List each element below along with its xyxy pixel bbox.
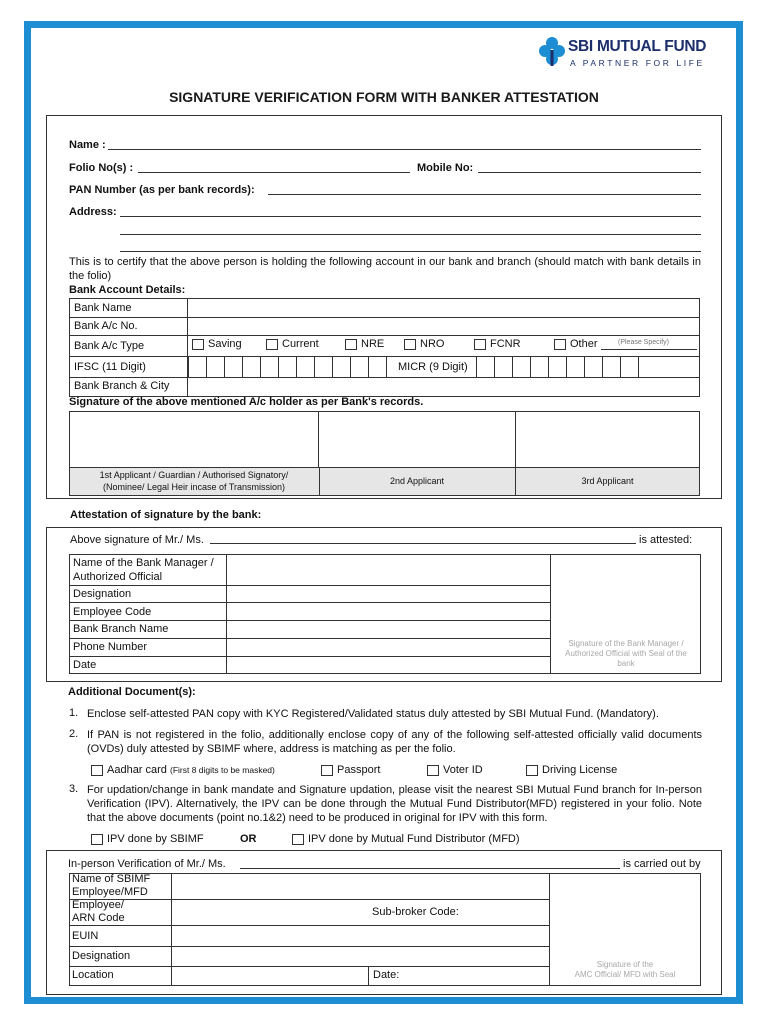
brand-logo (538, 36, 706, 72)
certify-text: This is to certify that the above person is holding the following account in our bank and branch (should match with bank details in the folio) (69, 256, 701, 282)
ipv-designation-input[interactable] (172, 947, 549, 966)
designation-input[interactable] (227, 586, 550, 602)
address-input-line1[interactable] (120, 216, 701, 217)
attestation-heading: Attestation of signature by the bank: (70, 509, 262, 521)
checkbox-icon (321, 765, 333, 776)
employee-code-label: Employee Code (73, 606, 152, 618)
location-input[interactable] (172, 967, 367, 985)
address-label: Address: (69, 206, 117, 218)
mobile-label: Mobile No: (417, 162, 474, 174)
sbimf-name-label: Name of SBIMF Employee/MFD (72, 873, 151, 898)
micr-input[interactable] (476, 357, 656, 377)
applicant2-caption: 2nd Applicant (389, 476, 445, 486)
ipv-date-input[interactable] (405, 967, 549, 985)
checkbox-nre[interactable]: NRE (345, 338, 384, 350)
checkbox-icon (192, 339, 204, 350)
ifsc-input[interactable] (188, 357, 404, 377)
applicant3-signature-area[interactable] (516, 412, 699, 467)
checkbox-voter-id[interactable]: Voter ID (427, 764, 483, 776)
bank-name-input[interactable] (188, 299, 699, 316)
pan-label: PAN Number (as per bank records): (69, 184, 255, 196)
applicant3-caption: 3rd Applicant (581, 476, 634, 486)
checkbox-icon (404, 339, 416, 350)
ipv-label: In-person Verification of Mr./ Ms. (68, 858, 226, 870)
account-no-label: Bank A/c No. (74, 320, 138, 332)
euin-label: EUIN (72, 930, 99, 942)
checkbox-nro[interactable]: NRO (404, 338, 444, 350)
checkbox-icon (91, 834, 103, 845)
checkbox-icon (91, 765, 103, 776)
applicant1-signature-area[interactable] (70, 412, 318, 467)
bank-name-label: Bank Name (74, 302, 132, 314)
item1-text: Enclose self-attested PAN copy with KYC Registered/Validated status duly attested by SBI Mutual Fund. (Mandatory). (87, 708, 659, 720)
folio-label: Folio No(s) : (69, 162, 134, 174)
name-label: Name : (69, 139, 106, 151)
account-no-input[interactable] (188, 318, 699, 335)
arn-code-label: Employee/ ARN Code (72, 899, 125, 924)
location-label: Location (72, 969, 114, 981)
or-label: OR (240, 833, 257, 845)
address-input-line2[interactable] (120, 234, 701, 235)
arn-code-input[interactable] (172, 900, 367, 925)
mobile-input[interactable] (478, 172, 701, 173)
checkbox-icon (554, 339, 566, 350)
phone-input[interactable] (227, 639, 550, 656)
signature-heading: Signature of the above mentioned A/c holder as per Bank's records. (69, 396, 424, 408)
branch-city-input[interactable] (188, 378, 699, 396)
sub-broker-input[interactable] (466, 900, 549, 925)
item1-number: 1. (69, 707, 79, 719)
item3-text: For updation/change in bank mandate and Signature updation, please visit the nearest SBI Mutual Fund branch for In-person Verification (IPV). Alternatively, the IPV can be done through the Mutual Fund Distributor(MFD) registered in your folio. Note that the above documents (point no.1&2) need to be produced in original for IPV with this form. (87, 784, 702, 824)
above-signature-label: Above signature of Mr./ Ms. (70, 534, 204, 546)
date-input[interactable] (227, 657, 550, 674)
brand-name: SBI MUTUAL FUND (568, 38, 707, 55)
attested-name-input[interactable] (210, 543, 636, 544)
sbimf-name-input[interactable] (172, 874, 549, 899)
item2-number: 2. (69, 728, 79, 740)
checkbox-fcnr[interactable]: FCNR (474, 338, 521, 350)
ipv-designation-label: Designation (72, 950, 131, 962)
ipv-date-label: Date: (373, 969, 400, 981)
branch-city-label: Bank Branch & City (74, 380, 170, 392)
logo-clover-icon (538, 36, 566, 68)
page-title: SIGNATURE VERIFICATION FORM WITH BANKER ATTESTATION (169, 89, 599, 105)
sub-broker-label: Sub-broker Code: (372, 906, 459, 918)
is-attested-label: is attested: (639, 534, 693, 546)
branch-name-input[interactable] (227, 621, 550, 638)
checkbox-passport[interactable]: Passport (321, 764, 380, 776)
checkbox-icon (292, 834, 304, 845)
micr-label: MICR (9 Digit) (398, 361, 468, 373)
bank-details-heading: Bank Account Details: (69, 284, 186, 296)
ipv-name-input[interactable] (240, 868, 620, 869)
checkbox-icon (526, 765, 538, 776)
item3-number: 3. (69, 783, 79, 795)
manager-name-input[interactable] (227, 555, 550, 585)
phone-label: Phone Number (73, 641, 147, 653)
account-type-label: Bank A/c Type (74, 340, 145, 352)
checkbox-aadhar[interactable]: Aadhar card (First 8 digits to be masked) (91, 764, 275, 776)
ifsc-label: IFSC (11 Digit) (74, 361, 146, 373)
other-specify-input[interactable] (601, 349, 697, 350)
carried-out-label: is carried out by (623, 858, 701, 870)
designation-label: Designation (73, 588, 132, 600)
checkbox-icon (474, 339, 486, 350)
brand-tagline: A PARTNER FOR LIFE (570, 58, 705, 68)
checkbox-ipv-mfd[interactable]: IPV done by Mutual Fund Distributor (MFD) (292, 833, 520, 845)
checkbox-driving-license[interactable]: Driving License (526, 764, 617, 776)
branch-name-label: Bank Branch Name (73, 623, 169, 635)
applicant2-signature-area[interactable] (319, 412, 515, 467)
checkbox-saving[interactable]: Saving (192, 338, 242, 350)
checkbox-icon (345, 339, 357, 350)
address-input-line3[interactable] (120, 251, 701, 252)
checkbox-ipv-sbimf[interactable]: IPV done by SBIMF (91, 833, 204, 845)
manager-name-label: Name of the Bank Manager / Authorized Official (73, 557, 214, 583)
employee-code-input[interactable] (227, 603, 550, 620)
applicant1-caption: 1st Applicant / Guardian / Authorised Signatory/ (Nominee/ Legal Heir incase of Transmission) (99, 470, 289, 492)
name-input[interactable] (108, 149, 701, 150)
checkbox-other[interactable]: Other (554, 338, 598, 350)
checkbox-current[interactable]: Current (266, 338, 319, 350)
euin-input[interactable] (172, 926, 549, 946)
checkbox-icon (266, 339, 278, 350)
checkbox-icon (427, 765, 439, 776)
amc-seal-hint: Signature of the AMC Official/ MFD with Seal (574, 960, 676, 979)
please-specify-hint: (Please Specify) (618, 339, 669, 346)
additional-heading: Additional Document(s): (68, 686, 196, 698)
pan-input[interactable] (268, 194, 701, 195)
folio-input[interactable] (138, 172, 410, 173)
date-label: Date (73, 659, 97, 671)
item2-text: If PAN is not registered in the folio, additionally enclose copy of any of the following self-attested officially valid documents (OVDs) duly attested by SBIMF where, address is matching as per the folio. (87, 729, 702, 755)
bank-seal-hint: Signature of the Bank Manager / Authorized Official with Seal of the bank (565, 639, 687, 668)
